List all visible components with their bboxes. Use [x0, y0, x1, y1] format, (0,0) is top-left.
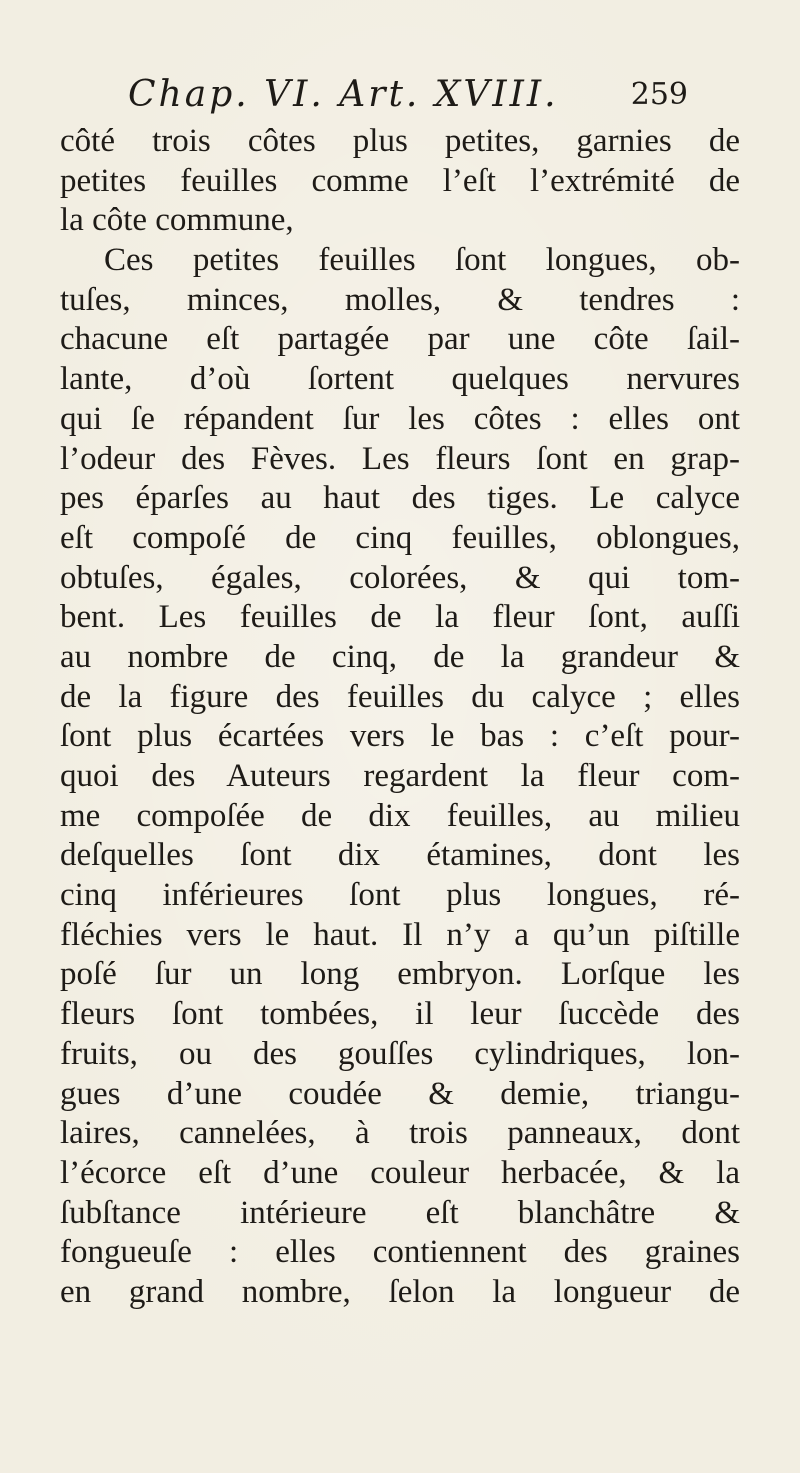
text-line: tuſes, minces, molles, & tendres :: [60, 281, 740, 318]
text-line: eſt compoſé de cinq feuilles, oblongues,: [60, 519, 740, 556]
page-header: [128, 70, 688, 120]
text-line: chacune eſt partagée par une côte ſail-: [60, 321, 740, 358]
text-line: en grand nombre, ſelon la longueur de: [60, 1273, 740, 1310]
text-line: gues d’une coudée & demie, triangu-: [60, 1075, 740, 1112]
text-line: deſquelles ſont dix étamines, dont les: [60, 837, 740, 874]
text-line: de la figure des feuilles du calyce ; elles: [60, 678, 740, 715]
text-line: côté trois côtes plus petites, garnies de: [60, 123, 740, 159]
text-line: me compoſée de dix feuilles, au milieu: [60, 797, 740, 834]
text-line: cinq inférieures ſont plus longues, ré-: [60, 877, 740, 914]
text-line: fongueuſe : elles contiennent des graines: [60, 1234, 740, 1271]
text-line: pes éparſes au haut des tiges. Le calyce: [60, 480, 740, 517]
text-line: ſont plus écartées vers le bas : c’eſt pour-: [60, 718, 740, 755]
text-line: fléchies vers le haut. Il n’y a qu’un piſtille: [60, 916, 740, 953]
body-text: [60, 122, 740, 1313]
text-line: fleurs ſont tombées, il leur ſuccède des: [60, 996, 740, 1033]
text-line: poſé ſur un long embryon. Lorſque les: [60, 956, 740, 993]
text-line: bent. Les feuilles de la fleur ſont, auſſi: [60, 599, 740, 636]
text-line: l’écorce eſt d’une couleur herbacée, & la: [60, 1154, 740, 1191]
text-line: quoi des Auteurs regardent la fleur com-: [60, 758, 740, 794]
page-number: 259: [630, 77, 688, 112]
running-title: Chap. VI. Art. XVIII.: [128, 74, 559, 115]
text-line: au nombre de cinq, de la grandeur &: [60, 638, 740, 675]
text-line: fruits, ou des gouſſes cylindriques, lon-: [60, 1035, 740, 1072]
text-line: obtuſes, égales, colorées, & qui tom-: [60, 559, 740, 596]
text-line: petites feuilles comme l’eſt l’extrémité de: [60, 162, 740, 199]
text-line: lante, d’où ſortent quelques nervures: [60, 361, 740, 398]
text-line: Ces petites feuilles ſont longues, ob-: [104, 242, 740, 279]
text-line: qui ſe répandent ſur les côtes : elles ont: [60, 400, 740, 437]
text-line: laires, cannelées, à trois panneaux, dont: [60, 1115, 740, 1152]
text-line: ſubſtance intérieure eſt blanchâtre &: [60, 1194, 740, 1231]
text-line: l’odeur des Fèves. Les fleurs ſont en grap-: [60, 440, 740, 477]
text-line: la côte commune,: [60, 202, 294, 239]
